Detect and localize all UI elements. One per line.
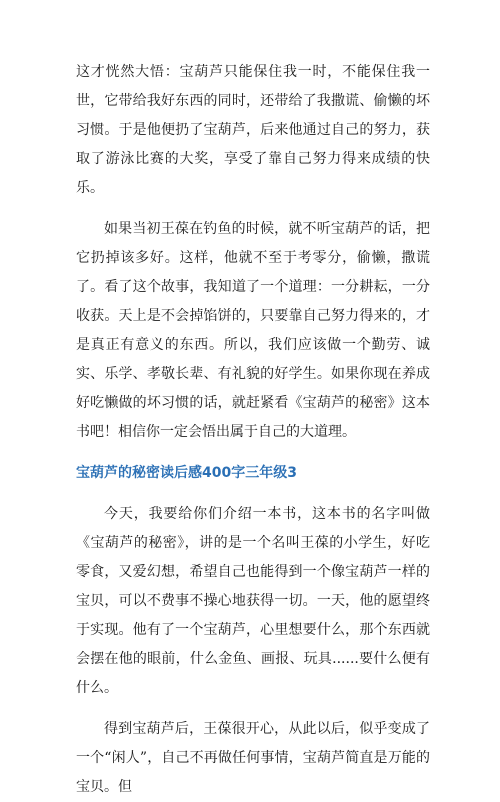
paragraph-2: 如果当初王葆在钓鱼的时候，就不听宝葫芦的话，把它扔掉该多好。这样，他就不至于考零分，偷懒，撒谎了。看了这个故事，我知道了一个道理：一分耕耘，一分收获。天上是不会掉馅饼的，只要靠自己努力得来的，才是真正有意义的东西。所以，我们应该做一个勤劳、诚实、乐学、孝敬长辈、有礼貌的好学生。如果你现在养成好吃懒做的坏习惯的话，就赶紧看《宝葫芦的秘密》这本书吧！相信你一定会悟出属于自己的大道理。 [76,221,430,440]
paragraph-gap [76,203,430,215]
paragraph-3: 今天，我要给你们介绍一本书，这本书的名字叫做《宝葫芦的秘密》，讲的是一个名叫王葆的小学生，好吃零食，又爱幻想，希望自己也能得到一个像宝葫芦一样的宝贝，可以不费事不操心地获得一切。一天，他的愿望终于实现。他有了一个宝葫芦，心里想要什么，那个东西就会摆在他的眼前，什么金鱼、画报、玩具......要什么便有什么。 [76,506,430,696]
paragraph-gap [76,488,430,500]
paragraph-gap [76,447,430,459]
paragraph-1: 这才恍然大悟：宝葫芦只能保住我一时，不能保住我一世，它带给我好东西的同时，还带给了我撒谎、偷懒的坏习惯。于是他便扔了宝葫芦，后来他通过自己的努力，获取了游泳比赛的大奖，享受了靠自己努力得来成绩的快乐。 [76,64,430,196]
section-title: 宝葫芦的秘密读后感400字三年级3 [76,465,297,481]
paragraph-gap [76,703,430,715]
paragraph-4: 得到宝葫芦后，王葆很开心，从此以后，似乎变成了一个“闲人”，自己不再做任何事情，宝葫芦简直是万能的宝贝。但 [76,721,430,795]
